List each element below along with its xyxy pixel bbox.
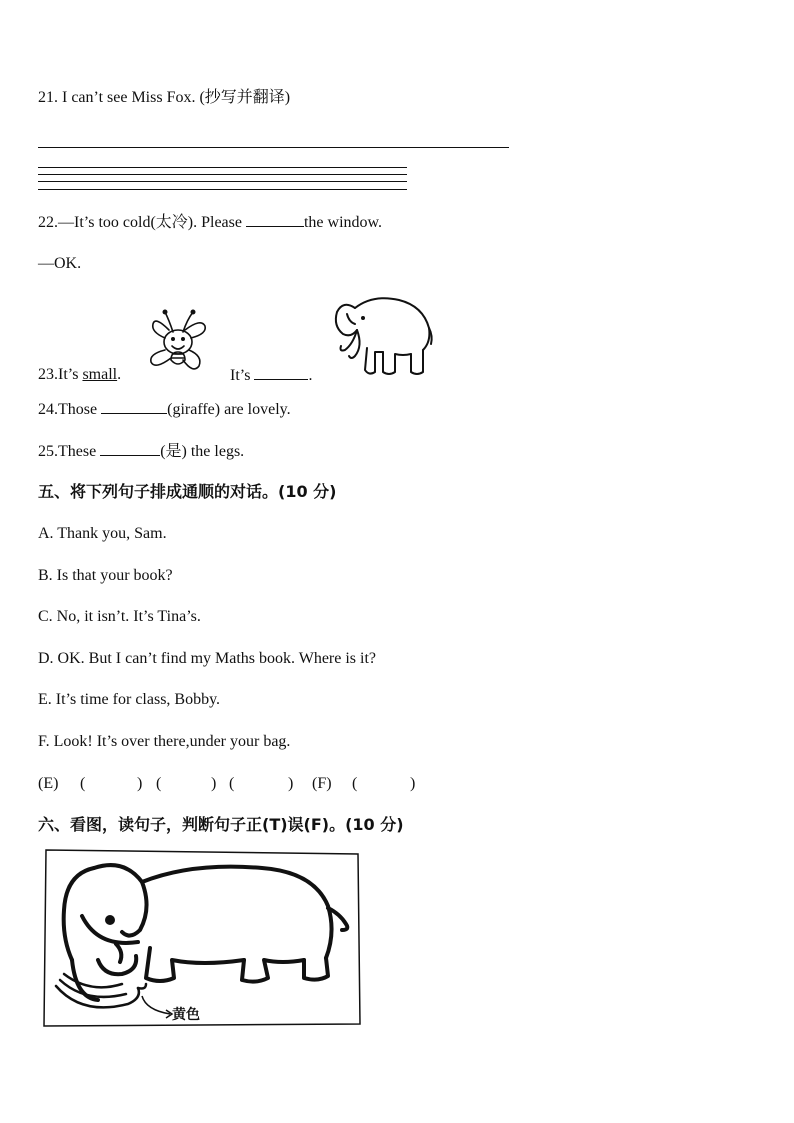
q24-line: [38, 399, 291, 420]
q22-blank[interactable]: [246, 212, 304, 227]
answer-line-3[interactable]: [38, 181, 407, 182]
section5-answer-first: (E): [38, 775, 59, 792]
answer-slot-3-close: ): [288, 775, 294, 792]
q25-blank[interactable]: [100, 441, 160, 456]
answer-slot-4-close: ): [410, 775, 416, 792]
section5-item-f: F. Look! It’s over there,under your bag.: [38, 733, 291, 750]
q25-before: 25.These: [38, 443, 101, 460]
section5-item-e: E. It’s time for class, Bobby.: [38, 691, 221, 708]
section5-item-b: B. Is that your book?: [38, 567, 173, 584]
q23-second-text: It’s: [230, 367, 255, 384]
section5-item-d: D. OK. But I can’t find my Maths book. Where is it?: [38, 650, 377, 667]
answer-line-1[interactable]: [38, 167, 407, 168]
answer-slot-3-open[interactable]: (: [229, 775, 235, 792]
section5-item-a: A. Thank you, Sam.: [38, 525, 167, 542]
q23-line: [38, 365, 121, 385]
section6-title: 六、看图，读句子，判断句子正(T)误(F)。(10 分): [38, 815, 404, 834]
q23-end: .: [308, 367, 313, 384]
answer-slot-1-close: ): [137, 775, 143, 792]
section5-answer-last: (F): [312, 775, 332, 792]
elephant-banana-picture: [42, 848, 362, 1028]
q23-prefix: 23.It’s: [38, 366, 83, 383]
elephant-icon: [333, 290, 433, 380]
q23-period: .: [117, 366, 122, 383]
q22-line1: [38, 212, 382, 233]
answer-line-4[interactable]: [38, 189, 407, 190]
q24-blank[interactable]: [101, 399, 167, 414]
q24-after: (giraffe) are lovely.: [167, 401, 291, 418]
q23-word: small: [82, 366, 118, 383]
answer-slot-4-open[interactable]: (: [352, 775, 358, 792]
q23-second: [230, 365, 312, 386]
q22-before: 22.—It’s too cold(太冷). Please: [38, 214, 246, 231]
bee-icon: [145, 308, 215, 380]
q25-line: [38, 441, 244, 462]
section5-title: 五、将下列句子排成通顺的对话。(10 分): [38, 482, 337, 501]
picture-color-label: 黄色: [172, 1007, 200, 1023]
q22-line2: —OK.: [38, 255, 82, 272]
q25-after: (是) the legs.: [160, 443, 245, 460]
answer-line-2[interactable]: [38, 174, 407, 175]
answer-slot-1-open[interactable]: (: [80, 775, 86, 792]
q24-before: 24.Those: [38, 401, 102, 418]
answer-slot-2-open[interactable]: (: [156, 775, 162, 792]
section5-item-c: C. No, it isn’t. It’s Tina’s.: [38, 608, 201, 625]
answer-slot-2-close: ): [211, 775, 217, 792]
q22-after: the window.: [303, 214, 383, 231]
q21-text: 21. I can’t see Miss Fox. (抄写并翻译): [38, 89, 291, 106]
answer-line-long[interactable]: [38, 147, 509, 148]
q23-blank[interactable]: [254, 365, 308, 380]
